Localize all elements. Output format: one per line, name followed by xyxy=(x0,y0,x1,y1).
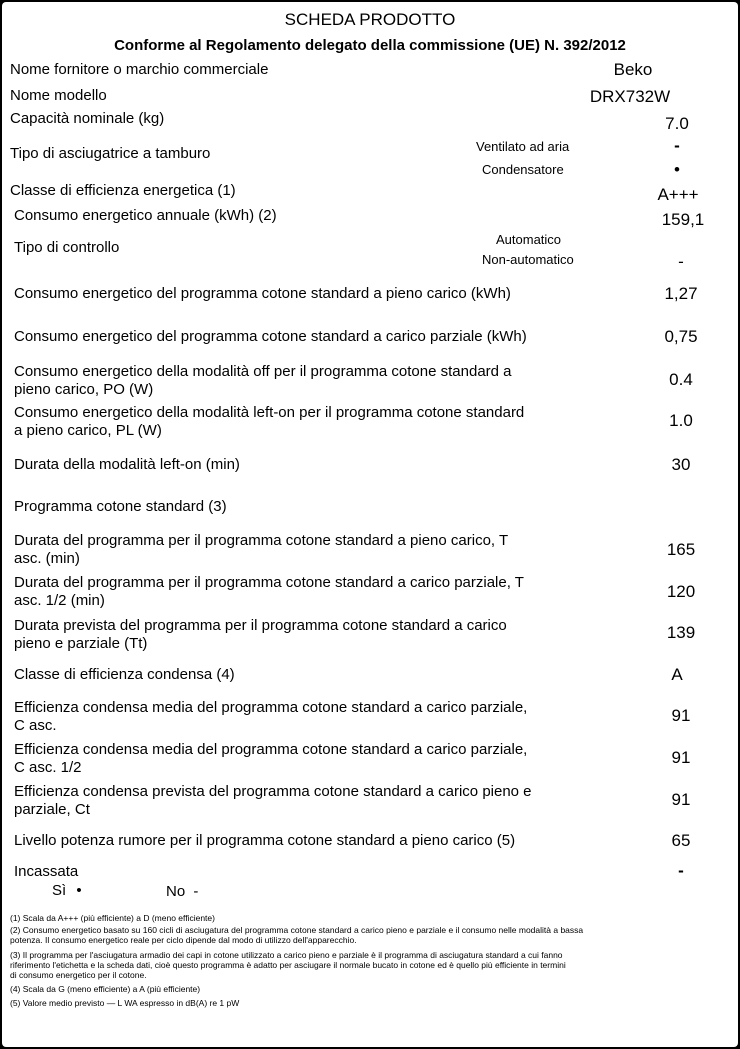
dryer-type-air-vented-label: Ventilato ad aria xyxy=(476,139,570,154)
supplier-value: Beko xyxy=(613,60,653,79)
weighted-duration-label-line1: Durata prevista del programma per il programma cotone standard a carico xyxy=(14,617,507,634)
partial-load-duration-label-line1: Durata del programma per il programma cotone standard a carico parziale, T xyxy=(14,574,524,591)
left-on-mode-label-line2: a pieno carico, PL (W) xyxy=(14,422,162,439)
left-on-mode-value: 1.0 xyxy=(669,411,693,430)
off-mode-label xyxy=(14,363,512,399)
weighted-condensation-label xyxy=(14,783,532,819)
annual-consumption-value: 159,1 xyxy=(661,210,705,229)
partial-load-duration-label-line2: asc. 1/2 (min) xyxy=(14,592,105,609)
full-load-consumption-value: 1,27 xyxy=(664,284,698,303)
noise-level-value: 65 xyxy=(671,831,691,850)
full-load-consumption-label: Consumo energetico del programma cotone standard a pieno carico (kWh) xyxy=(14,285,511,302)
left-on-duration-label: Durata della modalità left-on (min) xyxy=(14,456,240,473)
left-on-mode-label-line1: Consumo energetico della modalità left-on per il programma cotone standard xyxy=(14,404,525,421)
avg-condensation-half-value: 91 xyxy=(671,748,691,767)
avg-condensation-label-line1: Efficienza condensa media del programma cotone standard a carico parziale, xyxy=(14,699,528,716)
capacity-value: 7.0 xyxy=(665,114,689,133)
dryer-type-air-vented-value: - xyxy=(674,136,680,155)
built-in-no-value: - xyxy=(193,883,199,900)
partial-load-consumption-label: Consumo energetico del programma cotone standard a carico parziale (kWh) xyxy=(14,328,527,345)
weighted-condensation-label-line2: parziale, Ct xyxy=(14,801,90,818)
condensation-class-value: A xyxy=(671,665,683,684)
supplier-label: Nome fornitore o marchio commerciale xyxy=(10,61,269,78)
product-sheet xyxy=(2,2,738,1047)
standard-cotton-program-label: Programma cotone standard (3) xyxy=(14,498,227,515)
built-in-no xyxy=(166,883,198,901)
avg-condensation-half-label-line2: C asc. 1/2 xyxy=(14,759,82,776)
weighted-duration-label xyxy=(14,617,507,653)
control-type-label: Tipo di controllo xyxy=(14,239,120,256)
footnote-4: (4) Scala da G (meno efficiente) a A (più efficiente) xyxy=(10,984,201,994)
partial-load-duration-label xyxy=(14,574,524,610)
full-load-duration-label-line1: Durata del programma per il programma cotone standard a pieno carico, T xyxy=(14,532,509,549)
avg-condensation-half-label-line1: Efficienza condensa media del programma cotone standard a carico parziale, xyxy=(14,741,528,758)
control-type-non-automatic-value: - xyxy=(678,252,684,271)
dryer-type-label: Tipo di asciugatrice a tamburo xyxy=(10,145,211,162)
control-type-non-automatic-label: Non-automatico xyxy=(482,252,574,267)
capacity-label: Capacità nominale (kg) xyxy=(10,110,165,127)
avg-condensation-label xyxy=(14,699,527,735)
built-in-value: - xyxy=(678,861,684,880)
dryer-type-condenser-value: • xyxy=(674,160,680,179)
full-load-duration-label-line2: asc. (min) xyxy=(14,550,80,567)
footnote-1: (1) Scala da A+++ (più efficiente) a D (meno efficiente) xyxy=(10,913,215,923)
avg-condensation-value: 91 xyxy=(671,706,691,725)
footnote-5: (5) Valore medio previsto — L WA espresso in dB(A) re 1 pW xyxy=(10,998,240,1008)
built-in-yes-value: • xyxy=(76,882,82,899)
weighted-condensation-label-line1: Efficienza condensa prevista del programma cotone standard a carico pieno e xyxy=(14,783,532,800)
built-in-yes-label: Sì xyxy=(52,882,67,899)
noise-level-label: Livello potenza rumore per il programma cotone standard a pieno carico (5) xyxy=(14,832,516,849)
condensation-class-label: Classe di efficienza condensa (4) xyxy=(14,666,235,683)
page-title: SCHEDA PRODOTTO xyxy=(284,10,456,29)
full-load-duration-value: 165 xyxy=(666,540,696,559)
partial-load-duration-value: 120 xyxy=(666,582,696,601)
footnote-3: (3) Il programma per l'asciugatura armadio dei capi in cotone utilizzato a carico pieno e parziale è il programma di asciugatura standard a cui fanno riferimento l'etichetta e la scheda dati, cioè questo programma è adatto per asciugare il normale bucato in cotone ed è quello più efficiente in termini di consumo energetico per il cotone. xyxy=(10,950,566,980)
dryer-type-condenser-label: Condensatore xyxy=(482,162,564,177)
annual-consumption-label: Consumo energetico annuale (kWh) (2) xyxy=(14,207,277,224)
off-mode-label-line2: pieno carico, PO (W) xyxy=(14,381,154,398)
page-subtitle: Conforme al Regolamento delegato della commissione (UE) N. 392/2012 xyxy=(114,37,626,54)
built-in-no-label: No xyxy=(166,883,186,900)
avg-condensation-label-line2: C asc. xyxy=(14,717,57,734)
partial-load-consumption-value: 0,75 xyxy=(664,327,698,346)
weighted-condensation-value: 91 xyxy=(671,790,691,809)
built-in-label: Incassata xyxy=(14,863,79,880)
energy-class-label: Classe di efficienza energetica (1) xyxy=(10,182,236,199)
model-label: Nome modello xyxy=(10,87,107,104)
weighted-duration-value: 139 xyxy=(666,623,696,642)
left-on-mode-label xyxy=(14,404,524,440)
full-load-duration-label xyxy=(14,532,508,568)
off-mode-value: 0.4 xyxy=(669,370,693,389)
off-mode-label-line1: Consumo energetico della modalità off per il programma cotone standard a xyxy=(14,363,512,380)
avg-condensation-half-label xyxy=(14,741,527,777)
energy-class-value: A+++ xyxy=(657,185,699,204)
built-in-yes xyxy=(52,882,82,900)
weighted-duration-label-line2: pieno e parziale (Tt) xyxy=(14,635,148,652)
control-type-automatic-label: Automatico xyxy=(496,232,562,247)
footnote-2: (2) Consumo energetico basato su 160 cicli di asciugatura del programma cotone standard a carico pieno e parziale e il consumo nelle modalità a bassa potenza. Il consumo energetico reale per ciclo dipende dal modo di utilizzo dell'apparecchio. xyxy=(10,925,584,945)
model-value: DRX732W xyxy=(589,87,671,106)
left-on-duration-value: 30 xyxy=(671,455,691,474)
